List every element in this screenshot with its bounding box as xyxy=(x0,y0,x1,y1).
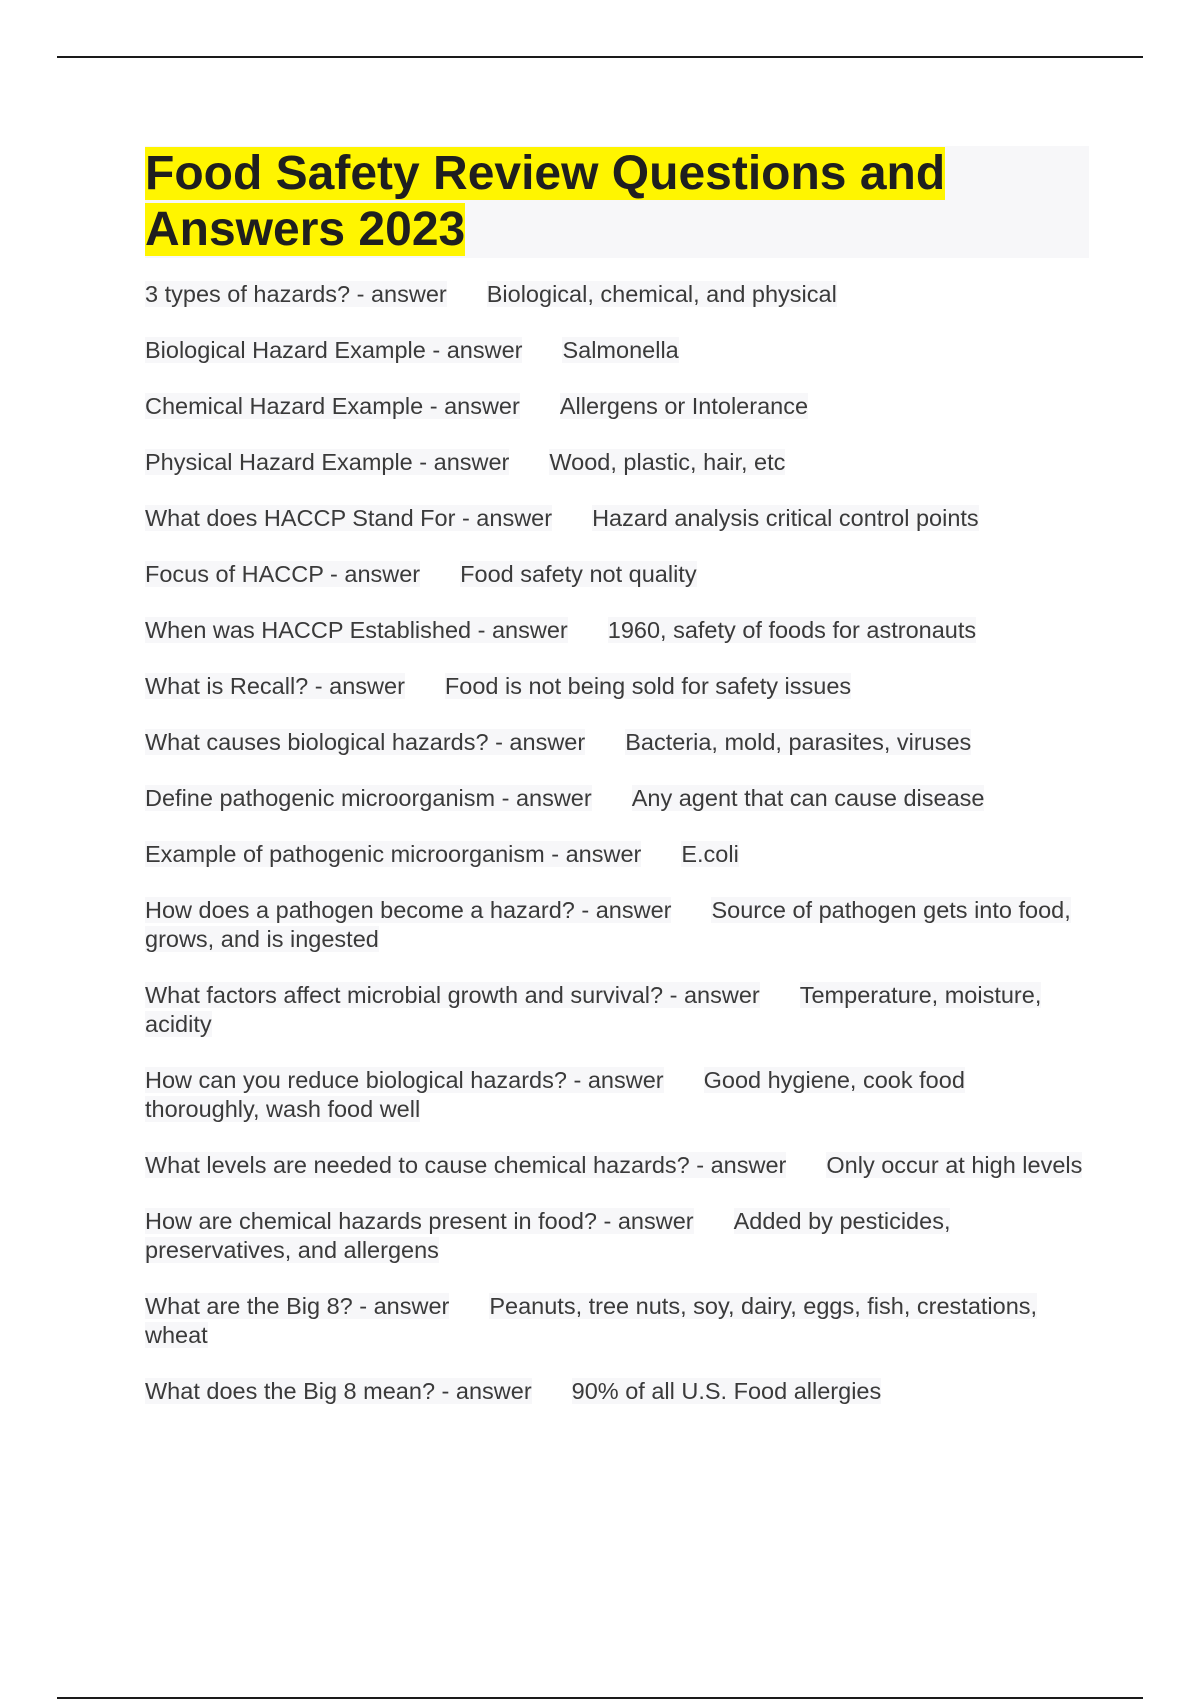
question-text: Biological Hazard Example - answer xyxy=(145,337,523,363)
question-text: Define pathogenic microorganism - answer xyxy=(145,785,592,811)
answer-text: Good hygiene, cook food thoroughly, wash food well xyxy=(145,1067,965,1122)
top-rule xyxy=(57,56,1143,58)
qa-gap xyxy=(694,1228,734,1229)
qa-gap xyxy=(664,1087,704,1088)
answer-text: Source of pathogen gets into food, grows, and is ingested xyxy=(145,897,1071,952)
question-text: Example of pathogenic microorganism - answer xyxy=(145,841,642,867)
question-text: What is Recall? - answer xyxy=(145,673,405,699)
question-text: What factors affect microbial growth and survival? - answer xyxy=(145,982,760,1008)
qa-item xyxy=(145,981,1085,1039)
answer-text: Peanuts, tree nuts, soy, dairy, eggs, fish, crestations, wheat xyxy=(145,1293,1038,1348)
qa-gap xyxy=(552,525,592,526)
qa-item xyxy=(145,336,1085,365)
qa-gap xyxy=(585,749,625,750)
answer-text: Food is not being sold for safety issues xyxy=(444,673,852,699)
qa-item xyxy=(145,1066,1085,1124)
qa-item xyxy=(145,896,1085,954)
question-text: What does the Big 8 mean? - answer xyxy=(145,1378,532,1404)
answer-text: Temperature, moisture, acidity xyxy=(145,982,1042,1037)
question-text: Physical Hazard Example - answer xyxy=(145,449,510,475)
title-block xyxy=(145,146,1089,258)
qa-gap xyxy=(420,581,460,582)
qa-list xyxy=(145,280,1085,1433)
answer-text: 1960, safety of foods for astronauts xyxy=(607,617,977,643)
answer-text: 90% of all U.S. Food allergies xyxy=(571,1378,882,1404)
question-text: Chemical Hazard Example - answer xyxy=(145,393,520,419)
qa-gap xyxy=(568,637,608,638)
answer-text: Biological, chemical, and physical xyxy=(486,281,837,307)
qa-item xyxy=(145,1151,1085,1180)
question-text: What levels are needed to cause chemical hazards? - answer xyxy=(145,1152,787,1178)
answer-text: Any agent that can cause disease xyxy=(631,785,985,811)
qa-gap xyxy=(532,1398,572,1399)
qa-item xyxy=(145,1207,1085,1265)
qa-item xyxy=(145,1377,1085,1406)
question-text: What does HACCP Stand For - answer xyxy=(145,505,553,531)
qa-gap xyxy=(671,917,711,918)
qa-gap xyxy=(641,861,681,862)
qa-item xyxy=(145,728,1085,757)
document-title-text: Food Safety Review Questions and Answers 2023 xyxy=(145,147,946,256)
qa-item xyxy=(145,560,1085,589)
qa-item xyxy=(145,504,1085,533)
answer-text: Salmonella xyxy=(562,337,679,363)
qa-gap xyxy=(520,413,560,414)
qa-gap xyxy=(405,693,445,694)
qa-item xyxy=(145,448,1085,477)
answer-text: Wood, plastic, hair, etc xyxy=(549,449,786,475)
qa-gap xyxy=(786,1172,826,1173)
question-text: How are chemical hazards present in food? - answer xyxy=(145,1208,694,1234)
qa-item xyxy=(145,616,1085,645)
question-text: What causes biological hazards? - answer xyxy=(145,729,586,755)
qa-gap xyxy=(447,301,487,302)
qa-item xyxy=(145,840,1085,869)
qa-item xyxy=(145,1292,1085,1350)
qa-item xyxy=(145,392,1085,421)
answer-text: E.coli xyxy=(681,841,739,867)
question-text: How does a pathogen become a hazard? - answer xyxy=(145,897,672,923)
qa-item xyxy=(145,784,1085,813)
question-text: 3 types of hazards? - answer xyxy=(145,281,447,307)
answer-text: Bacteria, mold, parasites, viruses xyxy=(625,729,972,755)
question-text: When was HACCP Established - answer xyxy=(145,617,568,643)
answer-text: Added by pesticides, preservatives, and allergens xyxy=(145,1208,951,1263)
qa-gap xyxy=(509,469,549,470)
qa-gap xyxy=(522,357,562,358)
bottom-rule xyxy=(57,1697,1143,1699)
question-text: Focus of HACCP - answer xyxy=(145,561,421,587)
qa-item xyxy=(145,280,1085,309)
question-text: How can you reduce biological hazards? - answer xyxy=(145,1067,664,1093)
question-text: What are the Big 8? - answer xyxy=(145,1293,450,1319)
document-title xyxy=(145,146,1089,258)
answer-text: Only occur at high levels xyxy=(826,1152,1083,1178)
answer-text: Allergens or Intolerance xyxy=(559,393,809,419)
qa-gap xyxy=(760,1002,800,1003)
answer-text: Hazard analysis critical control points xyxy=(592,505,979,531)
qa-item xyxy=(145,672,1085,701)
qa-gap xyxy=(592,805,632,806)
answer-text: Food safety not quality xyxy=(460,561,697,587)
qa-gap xyxy=(449,1313,489,1314)
